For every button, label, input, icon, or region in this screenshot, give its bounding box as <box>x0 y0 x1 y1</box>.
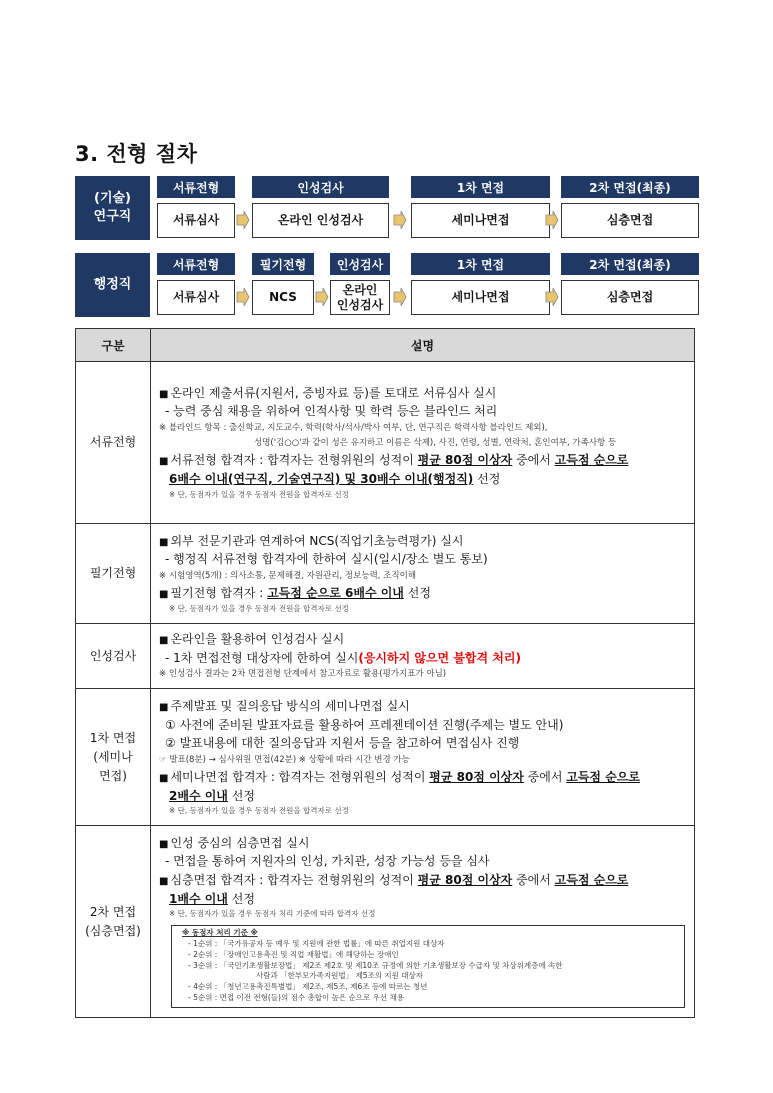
tie-rule-item: - 2순위 : 「장애인고용촉진 및 직업 재활법」에 해당하는 장애인 <box>188 949 399 959</box>
header-description: 설명 <box>151 329 695 362</box>
table-row <box>76 826 695 1018</box>
flow-step: 세미나면접 <box>411 280 550 315</box>
category-line: 1차 면접 <box>89 730 137 745</box>
flow-step: 심층면접 <box>561 280 699 315</box>
sub-note: ※ 단, 동점자가 있을 경우 동점자 전원을 합격자로 선정 <box>169 806 349 816</box>
emphasis: 1배수 이내 <box>169 891 228 906</box>
row-category: 인성검사 <box>76 624 151 689</box>
flow-header: 서류전형 <box>157 176 235 198</box>
text: 심층면접 합격자 : 합격자는 전형위원의 성적이 <box>170 873 418 888</box>
flow-header: 인성검사 <box>330 253 390 275</box>
text: 서류전형 합격자 : 합격자는 전형위원의 성적이 <box>170 453 418 468</box>
row-category: 필기전형 <box>76 524 151 624</box>
tie-rule-item: - 4순위 : 「청년고용촉진특별법」 제2조, 제5조, 제6조 등에 따르는 청년 <box>188 982 428 992</box>
bullet-line <box>159 584 688 603</box>
bullet-line <box>159 768 688 787</box>
dash-line: - 면접을 통하여 지원자의 인성, 가치관, 성장 가능성 등을 심사 <box>165 854 490 869</box>
emphasis: 고득점 순으로 <box>554 453 629 468</box>
tie-rule-item: - 1순위 : 「국가유공자 등 예우 및 지원에 관한 법률」에 따른 취업지원 대상자 <box>188 938 445 948</box>
bullet-line: ■ 온라인을 활용하여 인성검사 실시 <box>159 630 688 649</box>
flow-header: 2차 면접(최종) <box>561 253 699 275</box>
flow-header: 인성검사 <box>252 176 389 198</box>
sub-note: ※ 단, 동점자가 있을 경우 동점자 전원을 합격자로 선정 <box>169 489 349 499</box>
bullet-line <box>159 451 688 470</box>
label-line: (기술) <box>94 191 131 207</box>
row-category: 서류전형 <box>76 362 151 524</box>
table-header-row <box>76 329 695 362</box>
text: 선정 <box>473 472 501 487</box>
emphasis: 고득점 순으로 <box>566 770 640 785</box>
header-category: 구분 <box>76 329 151 362</box>
flow-step-line: 인성검사 <box>336 297 384 312</box>
label-line: 연구직 <box>93 209 132 224</box>
note-line: ※ 블라인드 항목 : 출신학교, 지도교수, 학력(학사/석사/박사 여부, 단, 연구직은 학력사항 블라인드 제외), <box>159 422 548 433</box>
tie-rule-item: - 3순위 : 「국민기초생활보장법」 제2조 제2호 및 제10조 규정에 의한 기초생활보장 수급자 및 차상위계층에 속한 <box>188 960 563 970</box>
dash-line: - 행정직 서류전형 합격자에 한하여 실시(일시/장소 별도 통보) <box>165 552 488 567</box>
emphasis: 고득점 순으로 6배수 이내 <box>267 586 404 601</box>
emphasis: 평균 80점 이상자 <box>429 770 524 785</box>
text: 필기전형 합격자 : <box>170 586 268 601</box>
tie-rule-item: - 5순위 : 면접 이전 전형(들)의 점수 총합이 높은 순으로 우선 채용 <box>188 993 404 1003</box>
flow-research <box>75 176 699 240</box>
text: 중에서 <box>523 770 567 785</box>
arrow-right-icon <box>236 288 250 306</box>
tie-rule-box <box>171 925 685 1008</box>
flow-header: 2차 면접(최종) <box>561 176 699 198</box>
numbered-line: ① 사전에 준비된 발표자료를 활용하여 프레젠테이션 진행(주제는 별도 안내) <box>165 717 564 732</box>
row-category <box>76 689 151 826</box>
note-line: ※ 인성검사 결과는 2차 면접전형 단계에서 참고자료로 활용(평가지표가 아님) <box>159 669 447 680</box>
procedure-table <box>75 328 695 1018</box>
flow-admin <box>75 253 699 317</box>
row-description <box>151 624 695 689</box>
tie-rule-item: 사람과 「한부모가족지원법」 제5조의 지원 대상자 <box>256 971 423 981</box>
bullet-line: ■ 외부 전문기관과 연계하여 NCS(직업기초능력평가) 실시 <box>159 532 688 551</box>
dash-line <box>159 649 688 668</box>
text: - 1차 면접전형 대상자에 한하여 실시 <box>165 650 359 665</box>
table-row <box>76 689 695 826</box>
text: 선정 <box>227 891 255 906</box>
category-line: 면접) <box>99 769 127 784</box>
bullet-line: ■ 온라인 제출서류(지원서, 증빙자료 등)를 토대로 서류심사 실시 <box>159 384 688 403</box>
row-category <box>76 826 151 1018</box>
row-description <box>151 524 695 624</box>
emphasis: 고득점 순으로 <box>554 873 629 888</box>
emphasis: 평균 80점 이상자 <box>417 873 513 888</box>
category-line: (세미나 <box>93 749 133 764</box>
emphasis: 6배수 이내(연구직, 기술연구직) 및 30배수 이내(행정직) <box>169 472 474 487</box>
flow-step: 서류심사 <box>157 280 235 315</box>
arrow-right-icon <box>393 211 407 229</box>
emphasis: 2배수 이내 <box>169 788 228 803</box>
flow-header: 서류전형 <box>157 253 235 275</box>
table-row <box>76 362 695 524</box>
flow-step: 서류심사 <box>157 203 235 238</box>
numbered-line: ② 발표내용에 대한 질의응답과 지원서 등을 참고하여 면접심사 진행 <box>165 736 520 751</box>
emphasis: 평균 80점 이상자 <box>417 453 513 468</box>
row-description <box>151 826 695 1018</box>
flow-step: 심층면접 <box>561 203 699 238</box>
flow-step: NCS <box>252 280 314 315</box>
category-line: 2차 면접 <box>89 904 137 919</box>
row-description <box>151 689 695 826</box>
text: 선정 <box>403 586 431 601</box>
arrow-right-icon <box>545 211 559 229</box>
arrow-right-icon <box>315 288 329 306</box>
flow-step <box>330 280 390 315</box>
table-row <box>76 624 695 689</box>
note-line: 성명('김○○'과 같이 성은 유지하고 이름은 삭제), 사진, 연령, 성별, 연락처, 혼인여부, 가족사항 등 <box>254 438 617 449</box>
flow-header: 1차 면접 <box>411 253 550 275</box>
category-line: (심층면접) <box>85 923 141 938</box>
note-line: ※ 시험영역(5개) : 의사소통, 문제해결, 자원관리, 정보능력, 조직이해 <box>159 570 417 581</box>
flow-header: 필기전형 <box>252 253 314 275</box>
bullet-line: ■ 인성 중심의 심층면접 실시 <box>159 834 688 853</box>
continued-line <box>159 787 688 806</box>
continued-line <box>159 890 688 909</box>
bullet-line <box>159 871 688 890</box>
arrow-right-icon <box>545 288 559 306</box>
flow-admin-label: 행정직 <box>75 253 150 317</box>
text: 중에서 <box>512 873 555 888</box>
dash-line: - 능력 중심 채용을 위하여 인적사항 및 학력 등은 블라인드 처리 <box>165 404 498 419</box>
note-line: ☞ 발표(8분) → 심사위원 면접(42분) ※ 상황에 따라 시간 변경 가능 <box>159 754 410 765</box>
text: 세미나면접 합격자 : 합격자는 전형위원의 성적이 <box>170 770 430 785</box>
sub-note: ※ 단, 동점자가 있을 경우 동점자 전원을 합격자로 선정 <box>169 603 349 613</box>
text: 선정 <box>227 788 255 803</box>
arrow-right-icon <box>236 211 250 229</box>
warning-text: (응시하지 않으면 불합격 처리) <box>358 650 521 665</box>
flow-step: 세미나면접 <box>411 203 550 238</box>
sub-note: ※ 단, 동점자가 있을 경우 동점자 처리 기준에 따라 합격자 선정 <box>169 909 376 919</box>
row-description <box>151 362 695 524</box>
arrow-right-icon <box>393 288 407 306</box>
flow-research-label <box>75 176 150 240</box>
tie-rule-title: ※ 동점자 처리 기준 ※ <box>182 927 258 937</box>
continued-line <box>159 470 688 489</box>
flow-step-line: 온라인 <box>342 282 378 297</box>
bullet-line: ■ 주제발표 및 질의응답 방식의 세미나면접 실시 <box>159 697 688 716</box>
flow-header: 1차 면접 <box>411 176 550 198</box>
table-row <box>76 524 695 624</box>
flow-step: 온라인 인성검사 <box>252 203 389 238</box>
text: 중에서 <box>512 453 555 468</box>
section-title: 3. 전형 절차 <box>75 142 198 166</box>
